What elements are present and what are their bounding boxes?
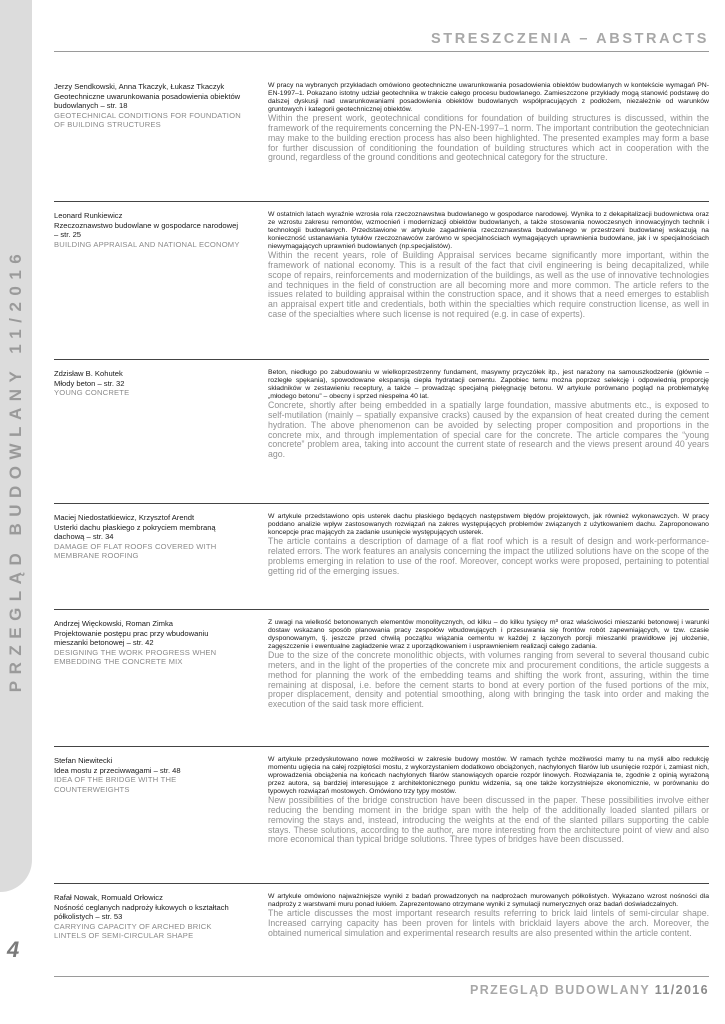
entry-abstract-pl: W ostatnich latach wyraźnie wzrosła rola rzeczoznawstwa budowlanego w gospodarce narodowej. Wynika to z dekapitalizacji budownictwa oraz ze wzrostu zakresu remontów, wzmocnień i modernizacji obiektów budowlanych, a także stosowania nowoczesnych innowacyjnych technik i technologii budowlanych. Przedstawione w artykule zagadnienia rzeczoznawstwa budowlanego w przestrzeni budowlanej wskazują na konieczność ustanawiania tytułów rzeczoznawców zarówno w specjalnościach wymagających uprawnienia budowlane, jak i w specjalnościach niewymagających uprawnień budowlanych (np.specjalistów).	[268, 211, 709, 251]
entry-title-pl: Młody beton – str. 32	[54, 378, 125, 388]
entry-title-en: BUILDING APPRAISAL AND NATIONAL ECONOMY	[54, 239, 240, 249]
entry-authors: Rafał Nowak, Romuald Orłowicz	[54, 893, 163, 902]
entry-abstract-pl: W artykule omówiono najważniejsze wyniki z badań prowadzonych na nadprożach murowanych półkolistych. Wykazano wzrost nośności dla nadproży z warstwami muru ponad łukiem. Zaprezentowano otrzymane wyniki z symulacji numerycznych oraz badań doświadczalnych.	[268, 893, 709, 909]
entry-title-en: DAMAGE OF FLAT ROOFS COVERED WITH MEMBRANE ROOFING	[54, 541, 217, 561]
footer-rule	[54, 976, 709, 977]
abstract-entry-4	[54, 504, 709, 610]
entry-abstract-en: The article discusses the most important research results referring to brick laid lintels of semi-circular shape. Increased carrying capacity has been proven for lintels with bricklaid layers above the arch. Moreover, the obtained numerical simulation and experimental research results are also presented within the article content.	[268, 908, 709, 938]
entry-title-en: GEOTECHNICAL CONDITIONS FOR FOUNDATION OF BUILDING STRUCTURES	[54, 110, 241, 130]
entry-abstract-en: Within the present work, geotechnical conditions for foundation of building structures is discussed, within the framework of the requirements concerning the PN-EN-1997–1 norm. The important contribution the geotechnician may make to the building erection process has also been highlighted. The presented examples may form a base for further discussion of conditioning the foundation of building structures which act in cooperation with the ground, regardless of the ground conditions and geotechnical category for the structure.	[268, 113, 709, 163]
abstract-entry-5	[54, 610, 709, 747]
entry-authors: Leonard Runkiewicz	[54, 211, 123, 220]
entry-title-en: CARRYING CAPACITY OF ARCHED BRICK LINTELS OF SEMI-CIRCULAR SHAPE	[54, 921, 212, 941]
footer-issue: 11/2016	[654, 983, 709, 997]
entry-authors: Maciej Niedostatkiewicz, Krzysztof Arendt	[54, 513, 195, 522]
abstract-entry-6	[54, 747, 709, 884]
entry-title-pl: Geotechniczne uwarunkowania posadowienia obiektów budowlanych – str. 18	[54, 91, 241, 111]
abstract-entry-7	[54, 884, 709, 970]
entry-abstract-pl: W artykule przedstawiono opis usterek dachu płaskiego będących następstwem błędów projektowych, jak również wykonawczych. W pracy poddano analizie wpływ zastosowanych rozwiązań na zakres występujących problemów związanych z użytkowaniem dachu. Zaproponowano koncepcje prac mających za zadanie usunięcie występujących usterek.	[268, 513, 709, 537]
footer-journal: PRZEGLĄD BUDOWLANY	[470, 983, 650, 997]
entry-abstract-en: Concrete, shortly after being embedded in a spatially large foundation, massive abutments etc., is exposed to self-mutilation (mainly – spatially expansive cracks) caused by the expansion of heat created during the cement hydration. The above phenomenon can be avoided by selecting proper composition and proportions in the concrete mix, and through implementation of special care for the concrete. The article compares the “young concrete” problem area, taking into account the current state of research and the views present around 40 years ago.	[268, 400, 709, 460]
entry-title-pl: Idea mostu z przeciwwagami – str. 48	[54, 765, 181, 775]
entry-title-pl: Rzeczoznawstwo budowlane w gospodarce narodowej – str. 25	[54, 220, 239, 240]
entry-title-pl: Usterki dachu płaskiego z pokryciem membraną dachową – str. 34	[54, 522, 216, 542]
entry-authors: Jerzy Sendkowski, Anna Tkaczyk, Łukasz Tkaczyk	[54, 82, 225, 91]
entry-authors: Stefan Niewitecki	[54, 756, 113, 765]
entry-abstract-en: Within the recent years, role of Building Appraisal services became significantly more important, within the framework of national economy. This is a result of the fact that civil engineering is being decapitalized, while scope of repairs, reinforcements and modernization of the buildings, as well as the use of innovative technologies and techniques in the field of construction are all becoming more and more common. The article refers to the issues related to building appraisal within the construction space, and it shows that a need emerges to establish an appraisal expert title and credentials, both within the specialties which require construction license, as well in case of the specialties where such license is not required (e.g. in case of experts).	[268, 250, 709, 320]
entry-authors: Zdzisław B. Kohutek	[54, 369, 123, 378]
entry-abstract-pl: W artykule przedyskutowano nowe możliwości w zakresie budowy mostów. W ramach tychże możliwości mamy tu na myśli albo redukcję momentu ugięcia na całej rozpiętości mostu, z wykorzystaniem dodatkowo obciążonych, nachylonych filarów lub usunięcie rozpór i, zamiast nich, wprowadzenia obciążenia na końcach nachylonych filarów stanowiących oparcie rozpór linowych. Rozwiązania te, zgodnie z opinią wyrażoną przez autora, są bardziej interesujące z architektonicznego punktu widzenia, są one także korzystniejsze ekonomicznie, w porównaniu do typowych rozwiązań mostowych. Omówiono trzy typy mostów.	[268, 756, 709, 796]
entry-abstract-en: New possibilities of the bridge construction have been discussed in the paper. These possibilities involve either reducing the bending moment in the bridge span with the help of the additionally loaded slanted pillars or removing the stays and, instead, introducing the weights at the end of the slanted pillars supporting the cable stays. These solutions, according to the author, are more interesting from the architecture point of view and also more economical than typical bridge solutions. Three types of bridges have been discussed.	[268, 795, 709, 845]
abstract-entry-3	[54, 360, 709, 504]
page-number: 4	[7, 937, 20, 962]
abstract-entry-1	[54, 72, 709, 202]
section-header: STRESZCZENIA – ABSTRACTS	[430, 31, 709, 47]
entry-title-en: DESIGNING THE WORK PROGRESS WHEN EMBEDDING THE CONCRETE MIX	[54, 647, 217, 667]
entry-abstract-en: Due to the size of the concrete monolithic objects, with volumes ranging from several to several thousand cubic meters, and in the light of the properties of the concrete mix and procurement conditions, the article suggests a method for planning the work of the embedding teams and shifting the work front, assuring, within the time remaining at disposal, i.e. before the cement starts to bond at every portion of the fused portions of the mix, proper displacement, density and potential smoothing, along with bringing the task into order and making the execution of the said task more efficient.	[268, 650, 709, 710]
entry-authors: Andrzej Więckowski, Roman Zimka	[54, 619, 173, 628]
entry-title-en: YOUNG CONCRETE	[54, 388, 130, 398]
entry-title-pl: Projektowanie postępu prac przy wbudowaniu mieszanki betonowej – str. 42	[54, 628, 209, 648]
entry-abstract-en: The article contains a description of damage of a flat roof which is a result of design and work-performance-related errors. The work features an analysis concerning the impact the utilized solutions have on the scope of the problems emerging in relation to use of the roof. Moreover, concept works were proposed, pertaining to potential getting rid of the emerging issues.	[268, 536, 709, 576]
entry-title-en: IDEA OF THE BRIDGE WITH THE COUNTERWEIGHTS	[54, 775, 177, 794]
footer	[470, 983, 709, 997]
journal-vertical-title: PRZEGLĄD BUDOWLANY 11/2016	[6, 247, 25, 693]
abstract-entry-2	[54, 202, 709, 360]
entry-abstract-pl: Beton, niedługo po zabudowaniu w wielkoprzestrzenny fundament, masywny przyczółek itp., jest narażony na samouszkodzenie (głównie – rozległe spękania), spowodowane ekspansją ciepła hydratacji cementu. Zapobiec temu można poprzez selekcję i odpowiednią proporcję składników w zestawieniu receptury, a także – prowadząc specjalną pielęgnację betonu. W artykule porównano pogląd na problematykę „młodego betonu” – obecny i sprzed niespełna 40 lat.	[268, 369, 709, 401]
entry-abstract-pl: Z uwagi na wielkość betonowanych elementów monolitycznych, od kilku – do kilku tysięcy m³ oraz właściwości mieszanki betonowej i warunki dostaw wskazano sposób planowania pracy zespołów wbudowujących i przesuwania się frontów robót zapewniających, w tzw. czasie dysponowanym, tj. jeszcze przed chwilą początku wiązania cementu w każdej z łączonych porcji mieszanki prawidłowe jej ułożenie, zagęszczenie i ewentualne zagładzenie wraz z uporządkowaniem i usprawnieniem realizacji całego zadania.	[268, 619, 709, 651]
entry-abstract-pl: W pracy na wybranych przykładach omówiono geotechniczne uwarunkowania posadowienia obiektów budowlanych w kontekście wymagań PN-EN-1997–1. Pokazano istotny udział geotechnika w trakcie całego procesu budowlanego. Zamieszczone przykłady mogą stanowić podstawę do dalszej dyskusji nad uwarunkowaniami posadowienia obiektów budowlanych współpracujących z podłożem, niezależnie od warunków gruntowych i kategorii geotechnicznej obiektów.	[268, 82, 709, 114]
header-rule	[54, 51, 709, 52]
entry-title-pl: Nośność ceglanych nadproży łukowych o kształtach półkolistych – str. 53	[54, 902, 229, 922]
